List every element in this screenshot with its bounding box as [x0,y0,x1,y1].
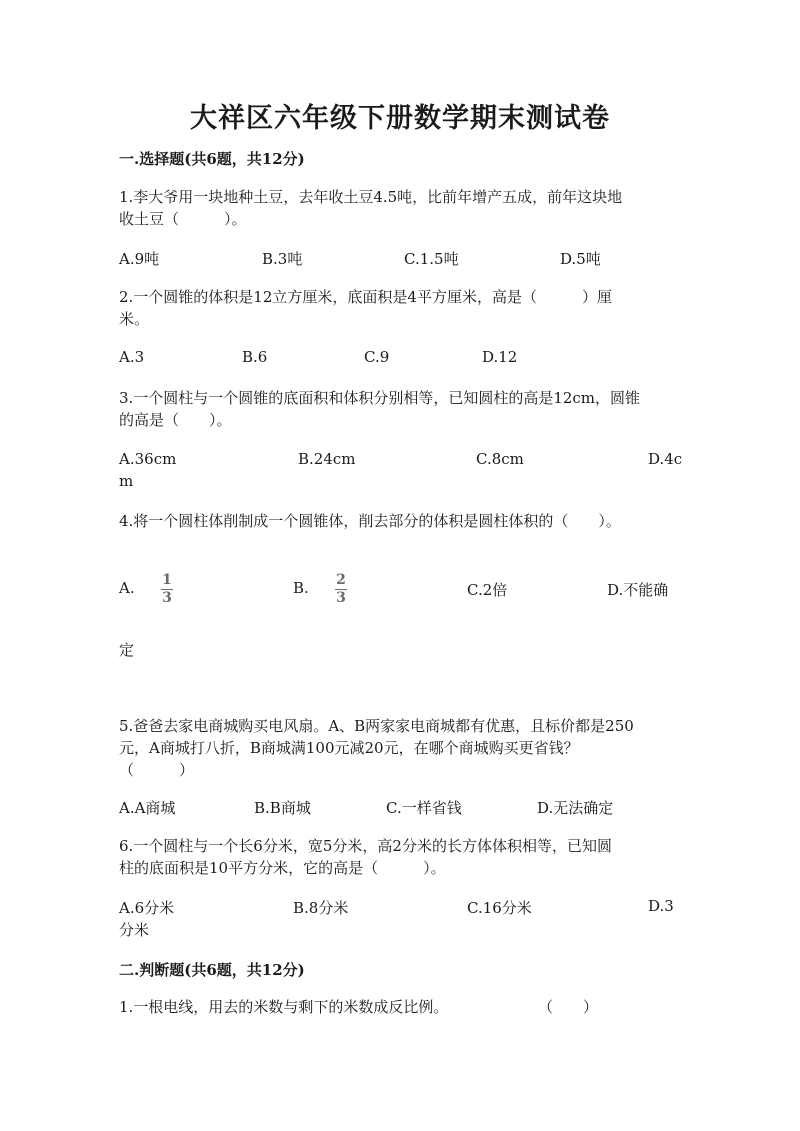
question-2-line-2: 米。 [119,310,150,328]
section-heading-judgement: 二.判断题(共6题，共12分) [119,961,305,979]
question-6-option-d: D.3 [648,897,674,915]
question-1-line-1: 1.李大爷用一块地种土豆，去年收土豆4.5吨，比前年增产五成，前年这块地 [119,188,623,206]
question-4-option-d-wrap: 定 [119,641,135,659]
question-6-line-2: 柱的底面积是10平方分米，它的高是（ ）。 [119,859,446,877]
question-5-option-a: A.A商城 [119,799,176,817]
question-2-option-c: C.9 [364,348,390,366]
question-3-option-d: D.4c [648,450,683,468]
question-4-option-d: D.不能确 [607,581,669,599]
question-6-option-d-wrap: 分米 [119,921,150,939]
question-2-option-b: B.6 [242,348,268,366]
fraction-numerator: 1 [162,572,172,588]
question-4-option-b-fraction [334,573,348,606]
question-1-option-c: C.1.5吨 [404,250,459,268]
question-3-option-c: C.8cm [476,450,524,468]
fraction-denominator: 3 [162,590,172,606]
question-5-line-3: （ ） [119,761,195,779]
question-2-option-a: A.3 [119,348,145,366]
question-6-option-c: C.16分米 [467,899,532,917]
question-6-option-a: A.6分米 [119,899,175,917]
question-5-option-d: D.无法确定 [537,799,614,817]
question-3-line-1: 3.一个圆柱与一个圆锥的底面积和体积分别相等，已知圆柱的高是12cm，圆锥 [119,389,641,407]
fraction-denominator: 3 [336,590,346,606]
question-3-option-a: A.36cm [119,450,177,468]
question-3-option-b: B.24cm [298,450,356,468]
section-heading-choice: 一.选择题(共6题，共12分) [119,150,305,168]
judgement-1-text: 1.一根电线，用去的米数与剩下的米数成反比例。 [119,998,449,1016]
question-1-line-2: 收土豆（ ）。 [119,210,247,228]
question-2-option-d: D.12 [482,348,518,366]
question-4-option-b: B. [293,579,309,597]
question-4-line-1: 4.将一个圆柱体削制成一个圆锥体，削去部分的体积是圆柱体积的（ ）。 [119,512,621,530]
question-6-line-1: 6.一个圆柱与一个长6分米，宽5分米，高2分米的长方体体积相等，已知圆 [119,837,612,855]
question-1-option-b: B.3吨 [262,250,303,268]
question-3-line-2: 的高是（ ）。 [119,411,232,429]
fraction-numerator: 2 [336,572,346,588]
question-4-option-c: C.2倍 [467,581,508,599]
question-2-line-1: 2.一个圆锥的体积是12立方厘米，底面积是4平方厘米，高是（ ）厘 [119,288,612,306]
question-5-line-1: 5.爸爸去家电商城购买电风扇。A、B两家家电商城都有优惠，且标价都是250 [119,717,634,735]
question-5-option-c: C.一样省钱 [386,799,462,817]
judgement-1-answer-paren: （ ） [538,998,599,1016]
question-1-option-d: D.5吨 [560,250,601,268]
question-5-line-2: 元，A商城打八折，B商城满100元减20元，在哪个商城购买更省钱？ [119,739,579,757]
page-title: 大祥区六年级下册数学期末测试卷 [190,103,610,134]
question-4-option-a: A. [119,579,135,597]
question-4-option-a-fraction [160,573,174,606]
question-6-option-b: B.8分米 [293,899,349,917]
question-3-option-d-wrap: m [119,472,134,490]
question-1-option-a: A.9吨 [119,250,160,268]
question-5-option-b: B.B商城 [254,799,311,817]
